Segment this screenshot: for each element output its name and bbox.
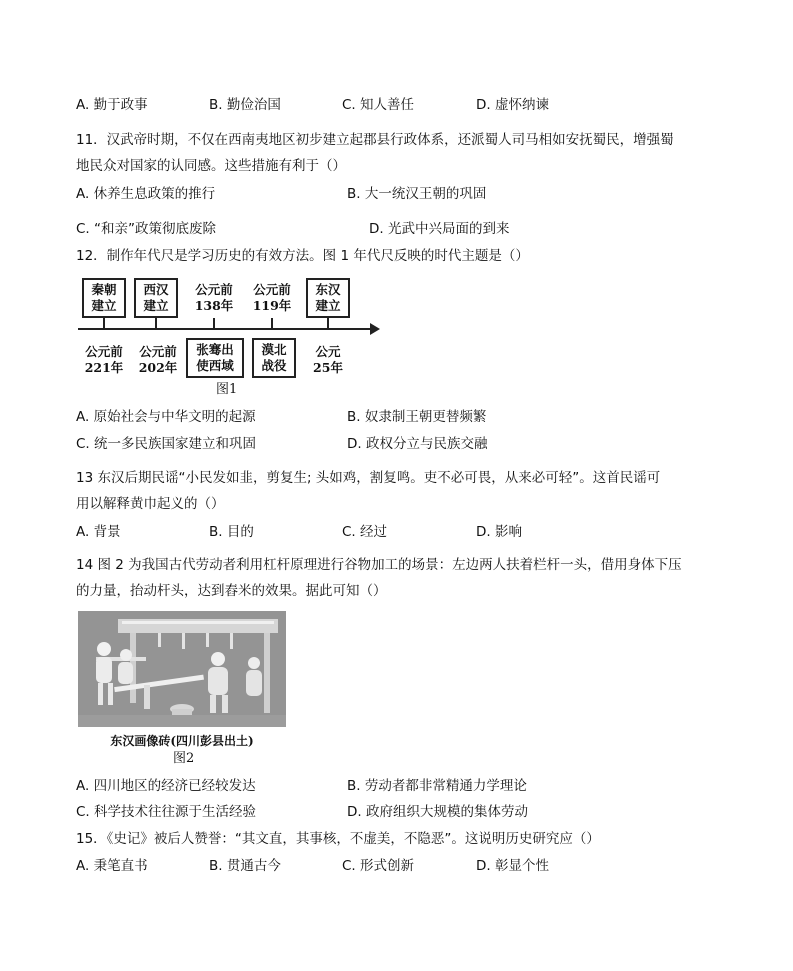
q13-option-c[interactable]: C. 经过	[342, 524, 388, 540]
timeline-box-mobei-line2: 战役	[261, 358, 287, 373]
timeline-label-202bc-line2: 202年	[138, 360, 178, 375]
q15-option-d[interactable]: D. 彰显个性	[476, 858, 549, 874]
timeline-label-202bc-line1: 公元前	[139, 344, 177, 359]
q11-option-b[interactable]: B. 大一统汉王朝的巩固	[347, 186, 487, 202]
timeline-label-25ad-line1: 公元	[315, 344, 341, 359]
timeline-tick	[327, 318, 329, 328]
han-brick-relief-image	[78, 611, 286, 727]
q10-option-d[interactable]: D. 虚怀纳谏	[476, 97, 549, 113]
timeline-box-zhang-qian-line2: 使西域	[196, 358, 234, 373]
q12-options-row1	[76, 408, 716, 426]
timeline-label-119bc	[246, 282, 298, 314]
q11-options-row1	[76, 185, 716, 203]
q12-option-a[interactable]: A. 原始社会与中华文明的起源	[76, 409, 256, 425]
timeline-label-119bc-line2: 119年	[252, 298, 292, 313]
q15-stem: 15．《史记》被后人赞誉：“其文直，其事核，不虚美，不隐恶”。这说明历史研究应（）	[76, 831, 600, 847]
timeline-label-138bc-line1: 公元前	[195, 282, 233, 297]
q14-options-row1	[76, 777, 716, 795]
q15-option-a[interactable]: A. 秉笔直书	[76, 858, 148, 874]
q11-option-d[interactable]: D. 光武中兴局面的到来	[369, 221, 510, 237]
timeline-box-eastern-han-line2: 建立	[315, 298, 341, 313]
q11-option-a[interactable]: A. 休养生息政策的推行	[76, 186, 216, 202]
timeline-tick	[271, 318, 273, 328]
timeline-tick	[155, 318, 157, 328]
q13-stem-line2: 用以解释黄巾起义的（）	[76, 496, 225, 512]
q10-option-b[interactable]: B. 勤俭治国	[209, 97, 281, 113]
q12-option-c[interactable]: C. 统一多民族国家建立和巩固	[76, 436, 257, 452]
timeline-box-qin	[82, 278, 126, 318]
q13-option-b[interactable]: B. 目的	[209, 524, 254, 540]
timeline-label-138bc-line2: 138年	[194, 298, 234, 313]
q13-options	[76, 523, 716, 541]
timeline-label-25ad-line2: 25年	[313, 360, 343, 375]
timeline-tick	[103, 318, 105, 328]
timeline-box-mobei-line1: 漠北	[261, 342, 287, 357]
figure-2-photo-caption: 东汉画像砖(四川彭县出土)	[110, 734, 254, 748]
timeline-box-qin-line2: 建立	[91, 298, 117, 313]
q12-options-row2	[76, 435, 716, 453]
rice-pounding-scene	[78, 611, 286, 727]
q15-options	[76, 857, 716, 875]
q15-option-b[interactable]: B. 贯通古今	[209, 858, 281, 874]
q11-stem-line2: 地民众对国家的认同感。这些措施有利于（）	[76, 158, 346, 174]
q14-stem-line1: 14 图 2 为我国古代劳动者利用杠杆原理进行谷物加工的场景：左边两人扶着栏杆一头，借用身体下压	[76, 557, 682, 573]
q11-options-row2	[76, 220, 716, 238]
timeline-label-119bc-line1: 公元前	[253, 282, 291, 297]
q12-option-b[interactable]: B. 奴隶制王朝更替频繁	[347, 409, 487, 425]
q14-option-c[interactable]: C. 科学技术往往源于生活经验	[76, 804, 257, 820]
timeline-label-221bc	[78, 344, 130, 376]
timeline-label-138bc	[188, 282, 240, 314]
timeline-box-western-han-line1: 西汉	[143, 282, 169, 297]
timeline-box-qin-line1: 秦朝	[91, 282, 117, 297]
timeline-box-zhang-qian	[186, 338, 244, 378]
q12-stem: 12．制作年代尺是学习历史的有效方法。图 1 年代尺反映的时代主题是（）	[76, 248, 529, 264]
timeline-figure	[76, 274, 396, 396]
timeline-arrow-icon	[370, 323, 380, 335]
q14-stem-line2: 的力量，抬动杆头，达到舂米的效果。据此可知（）	[76, 583, 387, 599]
q11-stem-line1: 11．汉武帝时期，不仅在西南夷地区初步建立起郡县行政体系，还派蜀人司马相如安抚蜀民，增强蜀	[76, 132, 674, 148]
q13-stem-line1: 13 东汉后期民谣“小民发如韭，剪复生; 头如鸡，割复鸣。吏不必可畏，从来必可轻”。这首民谣可	[76, 470, 661, 486]
timeline-label-202bc	[132, 344, 184, 376]
timeline-label-221bc-line2: 221年	[84, 360, 124, 375]
timeline-tick	[213, 318, 215, 328]
q10-options	[76, 96, 716, 114]
timeline-box-zhang-qian-line1: 张骞出	[196, 342, 234, 357]
figure-1-caption: 图1	[216, 382, 238, 397]
timeline-label-25ad	[306, 344, 350, 376]
timeline-label-221bc-line1: 公元前	[85, 344, 123, 359]
q14-options-row2	[76, 803, 716, 821]
q13-option-d[interactable]: D. 影响	[476, 524, 522, 540]
q15-option-c[interactable]: C. 形式创新	[342, 858, 415, 874]
q12-option-d[interactable]: D. 政权分立与民族交融	[347, 436, 488, 452]
q10-option-c[interactable]: C. 知人善任	[342, 97, 415, 113]
q10-option-a[interactable]: A. 勤于政事	[76, 97, 148, 113]
timeline-box-eastern-han	[306, 278, 350, 318]
timeline-box-mobei	[252, 338, 296, 378]
q14-option-d[interactable]: D. 政府组织大规模的集体劳动	[347, 804, 528, 820]
q11-option-c[interactable]: C. “和亲”政策彻底废除	[76, 221, 216, 237]
q14-option-b[interactable]: B. 劳动者都非常精通力学理论	[347, 778, 527, 794]
q14-option-a[interactable]: A. 四川地区的经济已经较发达	[76, 778, 256, 794]
timeline-axis	[78, 328, 374, 330]
timeline-box-western-han-line2: 建立	[143, 298, 169, 313]
timeline-box-western-han	[134, 278, 178, 318]
figure-2-label: 图2	[173, 751, 195, 766]
q13-option-a[interactable]: A. 背景	[76, 524, 121, 540]
timeline-box-eastern-han-line1: 东汉	[315, 282, 341, 297]
